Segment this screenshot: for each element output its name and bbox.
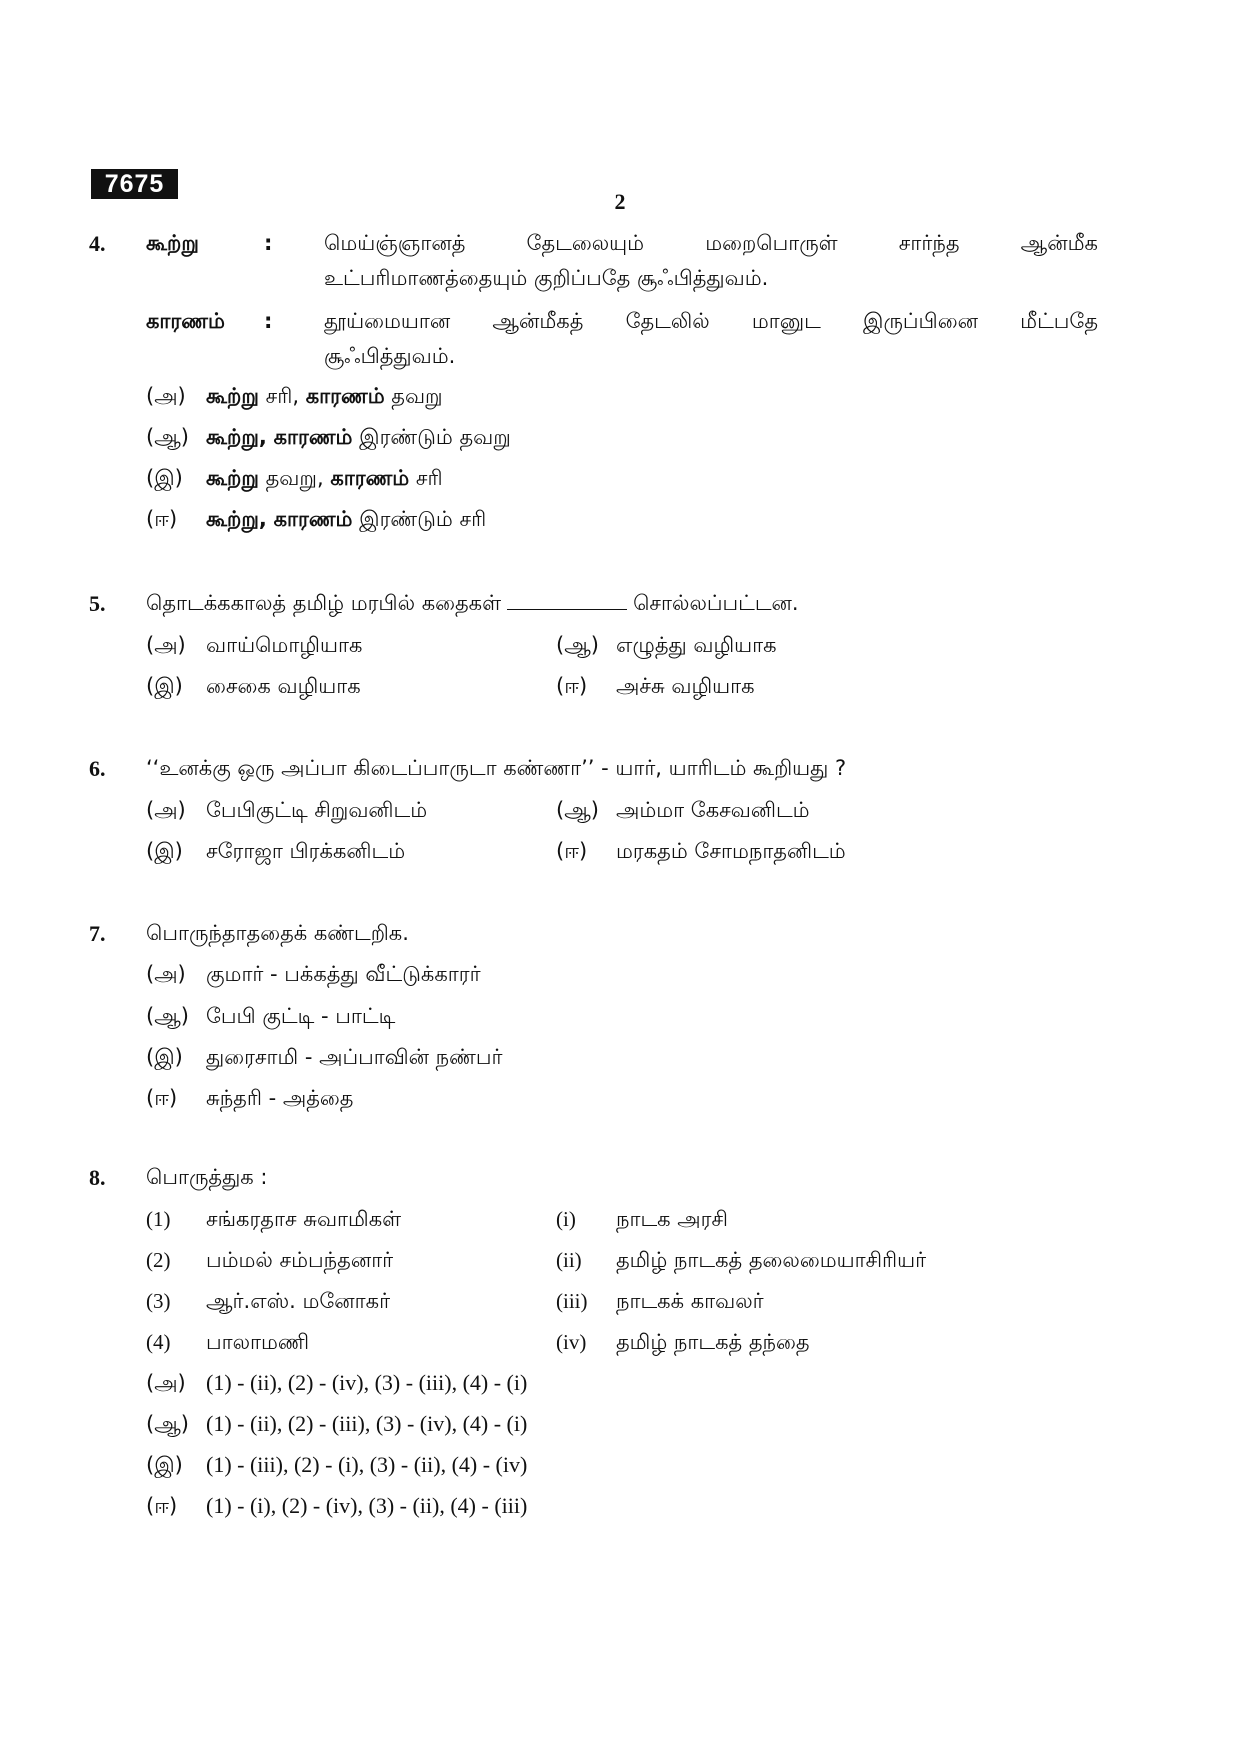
option-d	[556, 671, 755, 701]
option-text: பேபிகுட்டி சிறுவனிடம்	[206, 798, 428, 822]
option-label: (ஈ)	[556, 839, 588, 863]
left-item-number: (1)	[146, 1207, 171, 1231]
option-c	[146, 1450, 527, 1480]
option-label: (இ)	[146, 674, 183, 698]
question-text: பொருத்துக :	[146, 1165, 268, 1189]
both-word: இரண்டும்	[359, 507, 453, 531]
right-item-number: (iii)	[556, 1289, 588, 1313]
option-label: (இ)	[146, 1045, 183, 1069]
right-item-text: தமிழ் நாடகத் தலைமையாசிரியர்	[616, 1248, 927, 1272]
question-number: 5.	[89, 591, 106, 616]
reason-word: காரணம்	[330, 466, 410, 490]
option-label: (அ)	[146, 633, 186, 657]
option-label: (ஆ)	[556, 633, 599, 657]
left-item-text: ஆர்.எஸ். மனோகர்	[206, 1289, 391, 1313]
question-text: பொருந்தாததைக் கண்டறிக.	[146, 921, 409, 945]
option-text: (1) - (iii), (2) - (i), (3) - (ii), (4) - (iv)	[206, 1452, 528, 1477]
right-item-text: தமிழ் நாடகத் தந்தை	[616, 1330, 810, 1354]
option-label: (இ)	[146, 1453, 183, 1477]
left-item-text: பம்மல் சம்பந்தனார்	[206, 1248, 394, 1272]
option-c	[146, 671, 361, 701]
option-label: (ஆ)	[146, 1004, 189, 1028]
question-number: 6.	[89, 756, 106, 781]
option-a	[146, 630, 362, 660]
left-item-number: (4)	[146, 1330, 171, 1354]
question-text-after: சொல்லப்பட்டன.	[633, 591, 799, 615]
reason-word: காரணம்	[305, 384, 385, 408]
option-text: சுந்தரி - அத்தை	[206, 1086, 354, 1110]
option-text: பேபி குட்டி - பாட்டி	[206, 1004, 396, 1028]
answer-blank	[507, 591, 627, 610]
right-word: சரி,	[265, 384, 300, 408]
left-item-number: (3)	[146, 1289, 171, 1313]
option-c	[146, 463, 443, 493]
question-number: 7.	[89, 921, 106, 946]
assertion-word: கூற்று	[206, 466, 259, 490]
option-label: (ஈ)	[146, 507, 178, 531]
wrong-word: தவறு	[391, 384, 443, 408]
option-a	[146, 795, 427, 825]
option-label: (ஆ)	[146, 1412, 189, 1436]
option-label: (இ)	[146, 839, 183, 863]
option-c	[146, 1042, 502, 1072]
assertion-word: கூற்று,	[206, 425, 267, 449]
reason-text-line2: சூஃபித்துவம்.	[324, 344, 456, 368]
right-item-text: நாடகக் காவலர்	[616, 1289, 764, 1313]
option-d	[146, 1491, 527, 1521]
option-label: (ஆ)	[146, 425, 189, 449]
option-text: சைகை வழியாக	[206, 674, 361, 698]
right-item-number: (iv)	[556, 1330, 587, 1354]
option-c	[146, 836, 405, 866]
option-a	[146, 381, 443, 411]
question-text: ‘‘உனக்கு ஒரு அப்பா கிடைப்பாருடா கண்ணா’’ - யார், யாரிடம் கூறியது ?	[146, 756, 847, 780]
question-number: 4.	[89, 231, 106, 256]
option-label: (அ)	[146, 798, 186, 822]
right-item-text: நாடக அரசி	[616, 1207, 728, 1231]
option-b	[146, 1409, 527, 1439]
wrong-word: தவறு,	[265, 466, 324, 490]
right-item-number: (i)	[556, 1207, 576, 1231]
option-a	[146, 959, 481, 989]
reason-label: காரணம்	[146, 309, 225, 333]
question-number: 8.	[89, 1165, 106, 1190]
option-b	[146, 422, 511, 452]
question-text	[146, 588, 799, 618]
option-label: (இ)	[146, 466, 183, 490]
option-d	[146, 504, 486, 534]
option-text: குமார் - பக்கத்து வீட்டுக்காரர்	[206, 962, 481, 986]
left-item-text: பாலாமணி	[206, 1330, 310, 1354]
option-label: (ஈ)	[556, 674, 588, 698]
reason-word: காரணம்	[273, 425, 353, 449]
option-label: (ஆ)	[556, 798, 599, 822]
option-text: வாய்மொழியாக	[206, 633, 363, 657]
option-text: (1) - (ii), (2) - (iv), (3) - (iii), (4) - (i)	[206, 1370, 528, 1395]
option-label: (அ)	[146, 962, 186, 986]
right-item-number: (ii)	[556, 1248, 582, 1272]
page-number: 2	[614, 189, 626, 214]
reason-colon: :	[264, 309, 273, 333]
paper-code: 7675	[91, 169, 178, 199]
assertion-text-line1: மெய்ஞ்ஞானத் தேடலையும் மறைபொருள் சார்ந்த ஆன்மீக	[324, 231, 1098, 255]
option-label: (அ)	[146, 384, 186, 408]
left-item-text: சங்கரதாச சுவாமிகள்	[206, 1207, 402, 1231]
option-d	[146, 1083, 353, 1113]
option-label: (ஈ)	[146, 1086, 178, 1110]
option-b	[556, 630, 777, 660]
assertion-word: கூற்று	[206, 384, 259, 408]
option-text: அச்சு வழியாக	[616, 674, 755, 698]
left-item-number: (2)	[146, 1248, 171, 1272]
wrong-word: தவறு	[459, 425, 511, 449]
option-text: அம்மா கேசவனிடம்	[616, 798, 810, 822]
option-text: (1) - (i), (2) - (iv), (3) - (ii), (4) - (iii)	[206, 1493, 528, 1518]
option-text: சரோஜா பிரக்கனிடம்	[206, 839, 406, 863]
reason-word: காரணம்	[273, 507, 353, 531]
option-text: துரைசாமி - அப்பாவின் நண்பர்	[206, 1045, 503, 1069]
option-b	[556, 795, 810, 825]
both-word: இரண்டும்	[359, 425, 453, 449]
question-text-before: தொடக்ககாலத் தமிழ் மரபில் கதைகள்	[146, 591, 502, 615]
option-a	[146, 1368, 527, 1398]
assertion-word: கூற்று,	[206, 507, 267, 531]
right-word: சரி	[459, 507, 487, 531]
assertion-colon: :	[264, 231, 273, 255]
option-label: (அ)	[146, 1371, 186, 1395]
option-text: எழுத்து வழியாக	[616, 633, 777, 657]
right-word: சரி	[415, 466, 443, 490]
option-text: மரகதம் சோமநாதனிடம்	[616, 839, 846, 863]
reason-text-line1: தூய்மையான ஆன்மீகத் தேடலில் மானுட இருப்பினை மீட்பதே	[324, 309, 1098, 333]
option-text: (1) - (ii), (2) - (iii), (3) - (iv), (4) - (i)	[206, 1411, 528, 1436]
assertion-text-line2: உட்பரிமாணத்தையும் குறிப்பதே சூஃபித்துவம்.	[324, 266, 769, 290]
assertion-label: கூற்று	[146, 231, 199, 255]
option-label: (ஈ)	[146, 1494, 178, 1518]
option-b	[146, 1001, 395, 1031]
option-d	[556, 836, 846, 866]
